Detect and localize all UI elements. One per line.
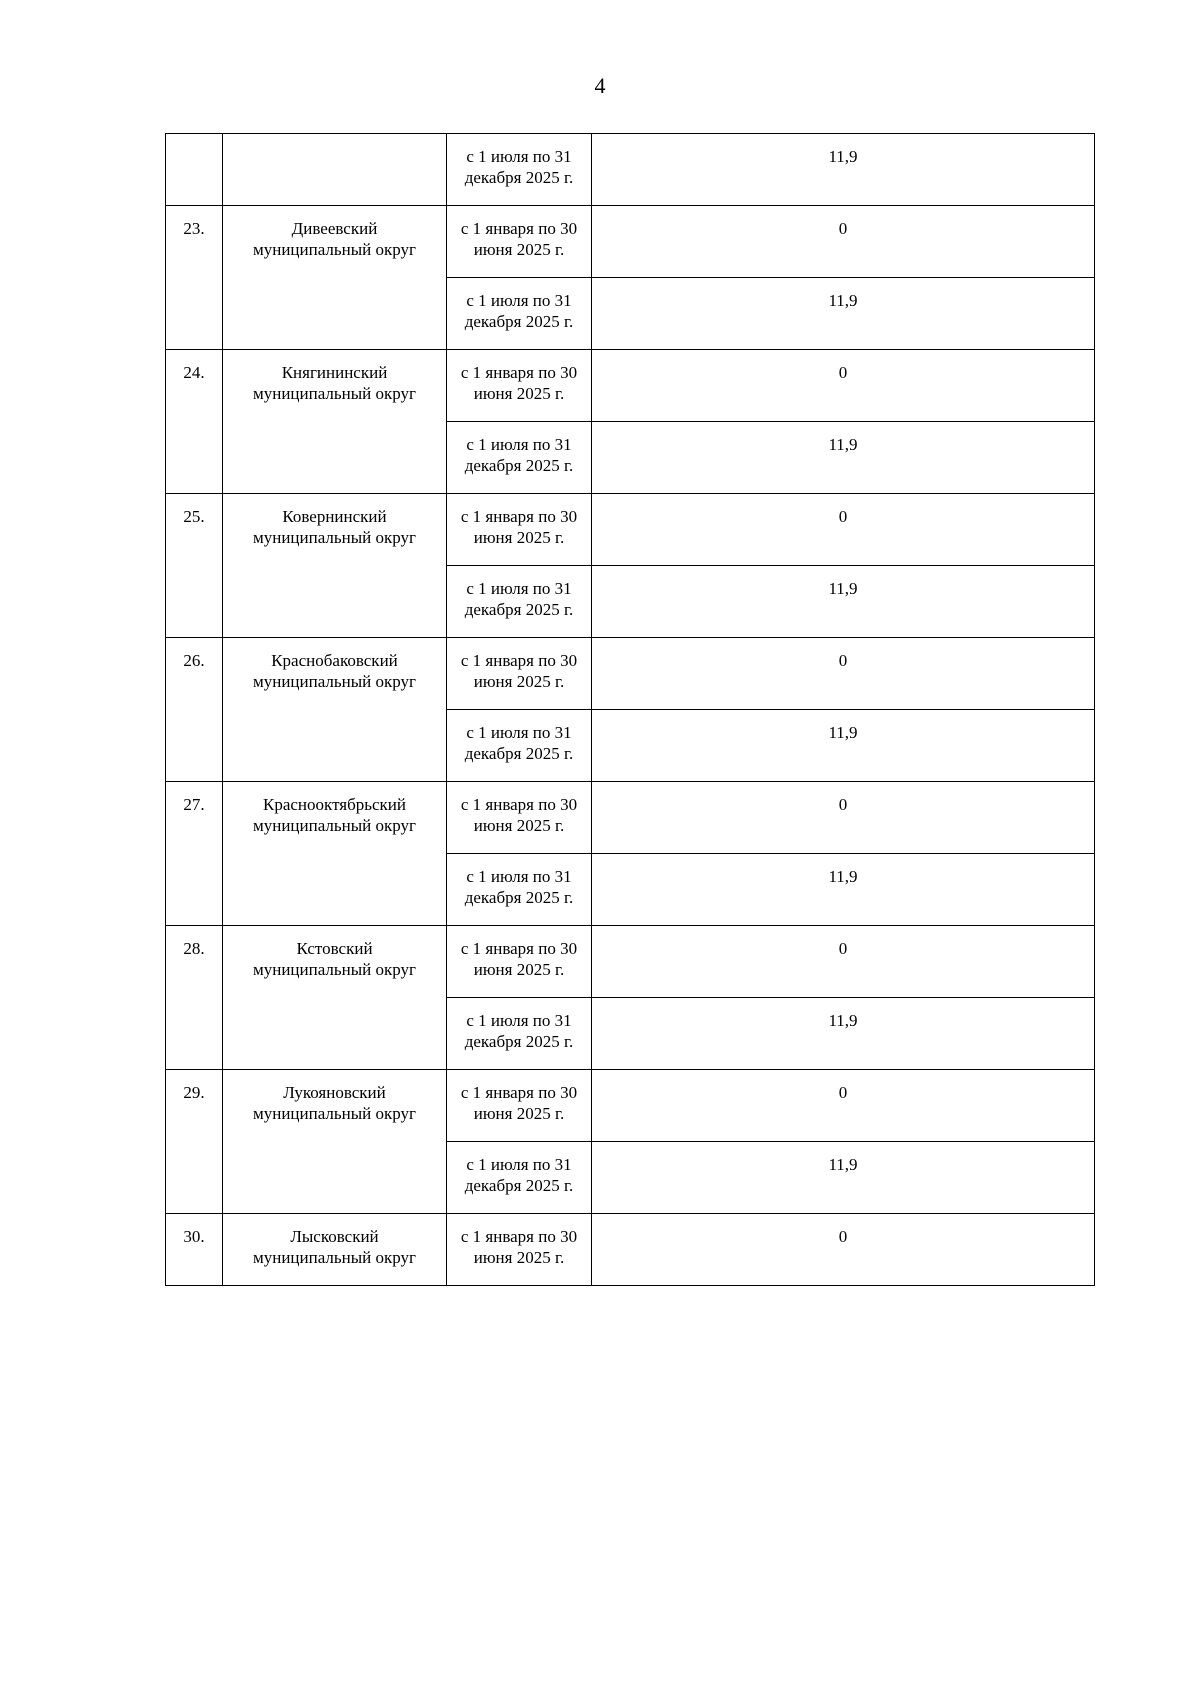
page-number: 4 <box>594 73 606 98</box>
value-cell: 0 <box>592 638 1095 710</box>
period-cell: с 1 июля по 31 декабря 2025 г. <box>447 998 592 1070</box>
district-name-cell: Ковернинский муниципальный округ <box>223 494 447 638</box>
row-number-cell <box>166 134 223 206</box>
district-name-cell <box>223 134 447 206</box>
table-row-continuation <box>166 134 1095 206</box>
period-cell: с 1 июля по 31 декабря 2025 г. <box>447 422 592 494</box>
table-row <box>166 1070 1095 1142</box>
value-cell: 11,9 <box>592 278 1095 350</box>
district-name-cell: Лукояновский муниципальный округ <box>223 1070 447 1214</box>
row-number-cell: 23. <box>166 206 223 350</box>
period-cell: с 1 января по 30 июня 2025 г. <box>447 638 592 710</box>
value-cell: 0 <box>592 350 1095 422</box>
value-cell: 11,9 <box>592 854 1095 926</box>
row-number-cell: 30. <box>166 1214 223 1286</box>
period-cell: с 1 января по 30 июня 2025 г. <box>447 782 592 854</box>
district-name-cell: Кстовский муниципальный округ <box>223 926 447 1070</box>
table-row <box>166 1214 1095 1286</box>
period-cell: с 1 января по 30 июня 2025 г. <box>447 1070 592 1142</box>
district-name-cell: Краснооктябрьский муниципальный округ <box>223 782 447 926</box>
value-cell: 0 <box>592 1214 1095 1286</box>
period-cell: с 1 июля по 31 декабря 2025 г. <box>447 1142 592 1214</box>
table-row <box>166 926 1095 998</box>
table-row <box>166 782 1095 854</box>
period-cell: с 1 января по 30 июня 2025 г. <box>447 1214 592 1286</box>
row-number-cell: 25. <box>166 494 223 638</box>
table-row <box>166 638 1095 710</box>
value-cell: 0 <box>592 782 1095 854</box>
period-cell: с 1 января по 30 июня 2025 г. <box>447 206 592 278</box>
row-number-cell: 28. <box>166 926 223 1070</box>
rates-table-body <box>166 134 1095 1286</box>
value-cell: 0 <box>592 494 1095 566</box>
period-cell: с 1 июля по 31 декабря 2025 г. <box>447 566 592 638</box>
period-cell: с 1 января по 30 июня 2025 г. <box>447 350 592 422</box>
rates-table <box>165 133 1095 1286</box>
period-cell: с 1 июля по 31 декабря 2025 г. <box>447 710 592 782</box>
period-cell: с 1 июля по 31 декабря 2025 г. <box>447 134 592 206</box>
value-cell: 11,9 <box>592 134 1095 206</box>
value-cell: 11,9 <box>592 710 1095 782</box>
district-name-cell: Лысковский муниципальный округ <box>223 1214 447 1286</box>
value-cell: 11,9 <box>592 1142 1095 1214</box>
value-cell: 0 <box>592 926 1095 998</box>
district-name-cell: Дивеевский муниципальный округ <box>223 206 447 350</box>
value-cell: 11,9 <box>592 422 1095 494</box>
row-number-cell: 27. <box>166 782 223 926</box>
value-cell: 0 <box>592 1070 1095 1142</box>
row-number-cell: 26. <box>166 638 223 782</box>
value-cell: 11,9 <box>592 566 1095 638</box>
value-cell: 0 <box>592 206 1095 278</box>
district-name-cell: Княгининский муниципальный округ <box>223 350 447 494</box>
value-cell: 11,9 <box>592 998 1095 1070</box>
period-cell: с 1 января по 30 июня 2025 г. <box>447 494 592 566</box>
table-row <box>166 206 1095 278</box>
table-row <box>166 494 1095 566</box>
period-cell: с 1 января по 30 июня 2025 г. <box>447 926 592 998</box>
period-cell: с 1 июля по 31 декабря 2025 г. <box>447 278 592 350</box>
district-name-cell: Краснобаковский муниципальный округ <box>223 638 447 782</box>
table-row <box>166 350 1095 422</box>
row-number-cell: 29. <box>166 1070 223 1214</box>
row-number-cell: 24. <box>166 350 223 494</box>
period-cell: с 1 июля по 31 декабря 2025 г. <box>447 854 592 926</box>
